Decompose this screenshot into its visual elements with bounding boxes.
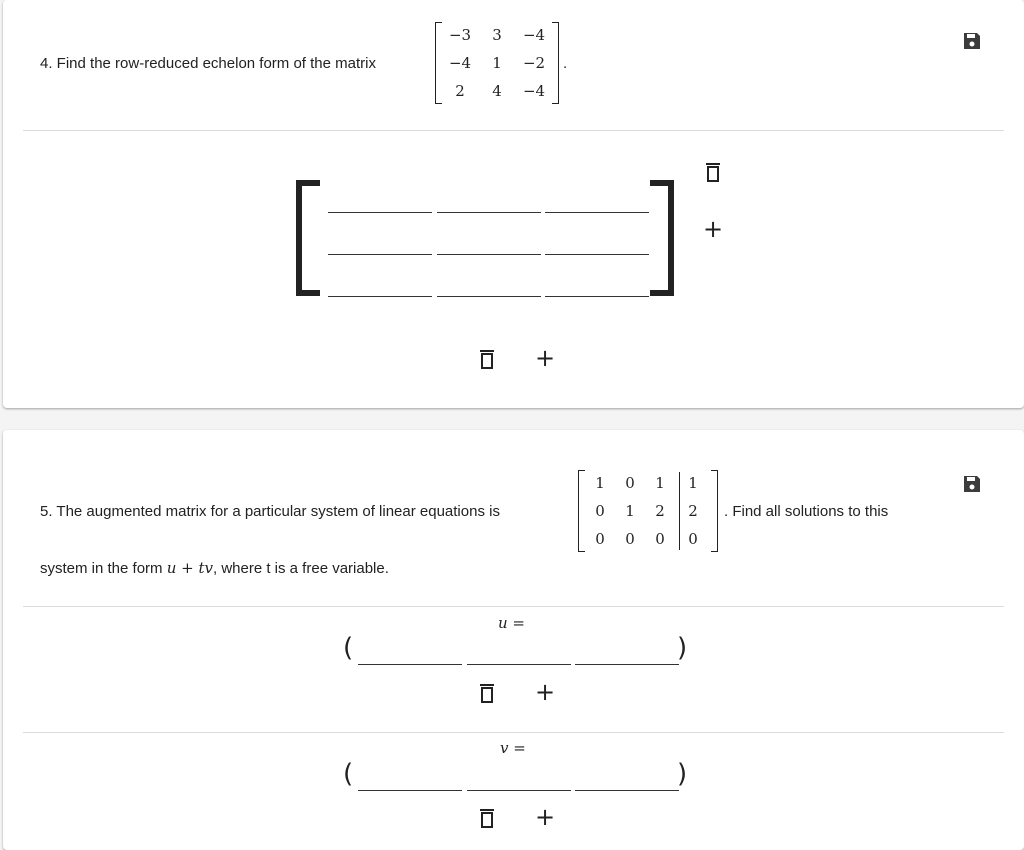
question-5-card xyxy=(3,430,1024,850)
answer-cell-r1c3[interactable] xyxy=(545,188,649,213)
matrix-cell: 1 xyxy=(655,474,665,492)
question-4-card xyxy=(3,0,1024,408)
math-expression: u + tv xyxy=(166,559,213,577)
augment-separator xyxy=(679,472,680,550)
v-component-3[interactable] xyxy=(575,766,679,791)
matrix-cell: −3 xyxy=(448,26,472,44)
text: , where t is a free variable. xyxy=(212,560,389,577)
matrix-cell: 1 xyxy=(595,474,605,492)
question-5-text: 5. The augmented matrix for a particular system of linear equations is xyxy=(40,503,500,520)
answer-cell-r2c1[interactable] xyxy=(328,230,432,255)
save-icon[interactable] xyxy=(961,30,983,52)
matrix-cell: 2 xyxy=(455,82,465,100)
close-paren: ) xyxy=(677,633,688,663)
matrix-cell: 1 xyxy=(688,474,698,492)
question-4-suffix: . xyxy=(563,55,568,72)
matrix-cell: −2 xyxy=(522,54,546,72)
answer-cell-r2c3[interactable] xyxy=(545,230,649,255)
divider xyxy=(23,130,1004,131)
answer-matrix-left-bracket xyxy=(296,180,320,296)
matrix-cell: 0 xyxy=(595,530,605,548)
question-4-text: 4. Find the row-reduced echelon form of the matrix xyxy=(40,55,376,72)
v-add-plus-icon[interactable]: + xyxy=(534,803,556,831)
answer-cell-r3c1[interactable] xyxy=(328,272,432,297)
matrix-cell: 0 xyxy=(625,474,635,492)
add-column-plus-icon[interactable]: + xyxy=(702,215,724,243)
matrix-cell: 2 xyxy=(655,502,665,520)
v-component-2[interactable] xyxy=(467,766,571,791)
matrix-cell: 0 xyxy=(655,530,665,548)
answer-cell-r1c1[interactable] xyxy=(328,188,432,213)
matrix-cell: 0 xyxy=(625,530,635,548)
matrix-cell: −4 xyxy=(522,26,546,44)
question-5-suffix: . Find all solutions to this xyxy=(724,503,889,520)
answer-cell-r1c2[interactable] xyxy=(437,188,541,213)
divider xyxy=(23,606,1004,607)
matrix-cell: 1 xyxy=(492,54,502,72)
matrix-cell: −4 xyxy=(522,82,546,100)
text: system in the form xyxy=(40,560,167,577)
matrix-cell: 3 xyxy=(492,26,502,44)
divider xyxy=(23,732,1004,733)
answer-cell-r2c2[interactable] xyxy=(437,230,541,255)
answer-cell-r3c2[interactable] xyxy=(437,272,541,297)
matrix-cell: 2 xyxy=(688,502,698,520)
matrix-cell: 1 xyxy=(625,502,635,520)
v-delete-trash-icon[interactable] xyxy=(476,807,498,829)
u-component-3[interactable] xyxy=(575,640,679,665)
close-paren: ) xyxy=(677,759,688,789)
matrix-cell: 0 xyxy=(688,530,698,548)
u-component-2[interactable] xyxy=(467,640,571,665)
u-delete-trash-icon[interactable] xyxy=(476,682,498,704)
question-5-text-line2 xyxy=(40,559,389,577)
open-paren: ( xyxy=(343,759,354,789)
matrix-cell: 4 xyxy=(492,82,502,100)
delete-row-trash-icon[interactable] xyxy=(476,348,498,370)
v-label: v = xyxy=(500,739,526,757)
delete-column-trash-icon[interactable] xyxy=(702,161,724,183)
add-row-plus-icon[interactable]: + xyxy=(534,344,556,372)
u-add-plus-icon[interactable]: + xyxy=(534,678,556,706)
matrix-cell: −4 xyxy=(448,54,472,72)
u-label: u = xyxy=(498,614,525,632)
u-component-1[interactable] xyxy=(358,640,462,665)
matrix-cell: 0 xyxy=(595,502,605,520)
answer-matrix-right-bracket xyxy=(650,180,674,296)
v-component-1[interactable] xyxy=(358,766,462,791)
save-icon[interactable] xyxy=(961,473,983,495)
open-paren: ( xyxy=(343,633,354,663)
question-5-augmented-matrix xyxy=(578,470,718,552)
question-4-matrix xyxy=(435,22,559,104)
answer-cell-r3c3[interactable] xyxy=(545,272,649,297)
